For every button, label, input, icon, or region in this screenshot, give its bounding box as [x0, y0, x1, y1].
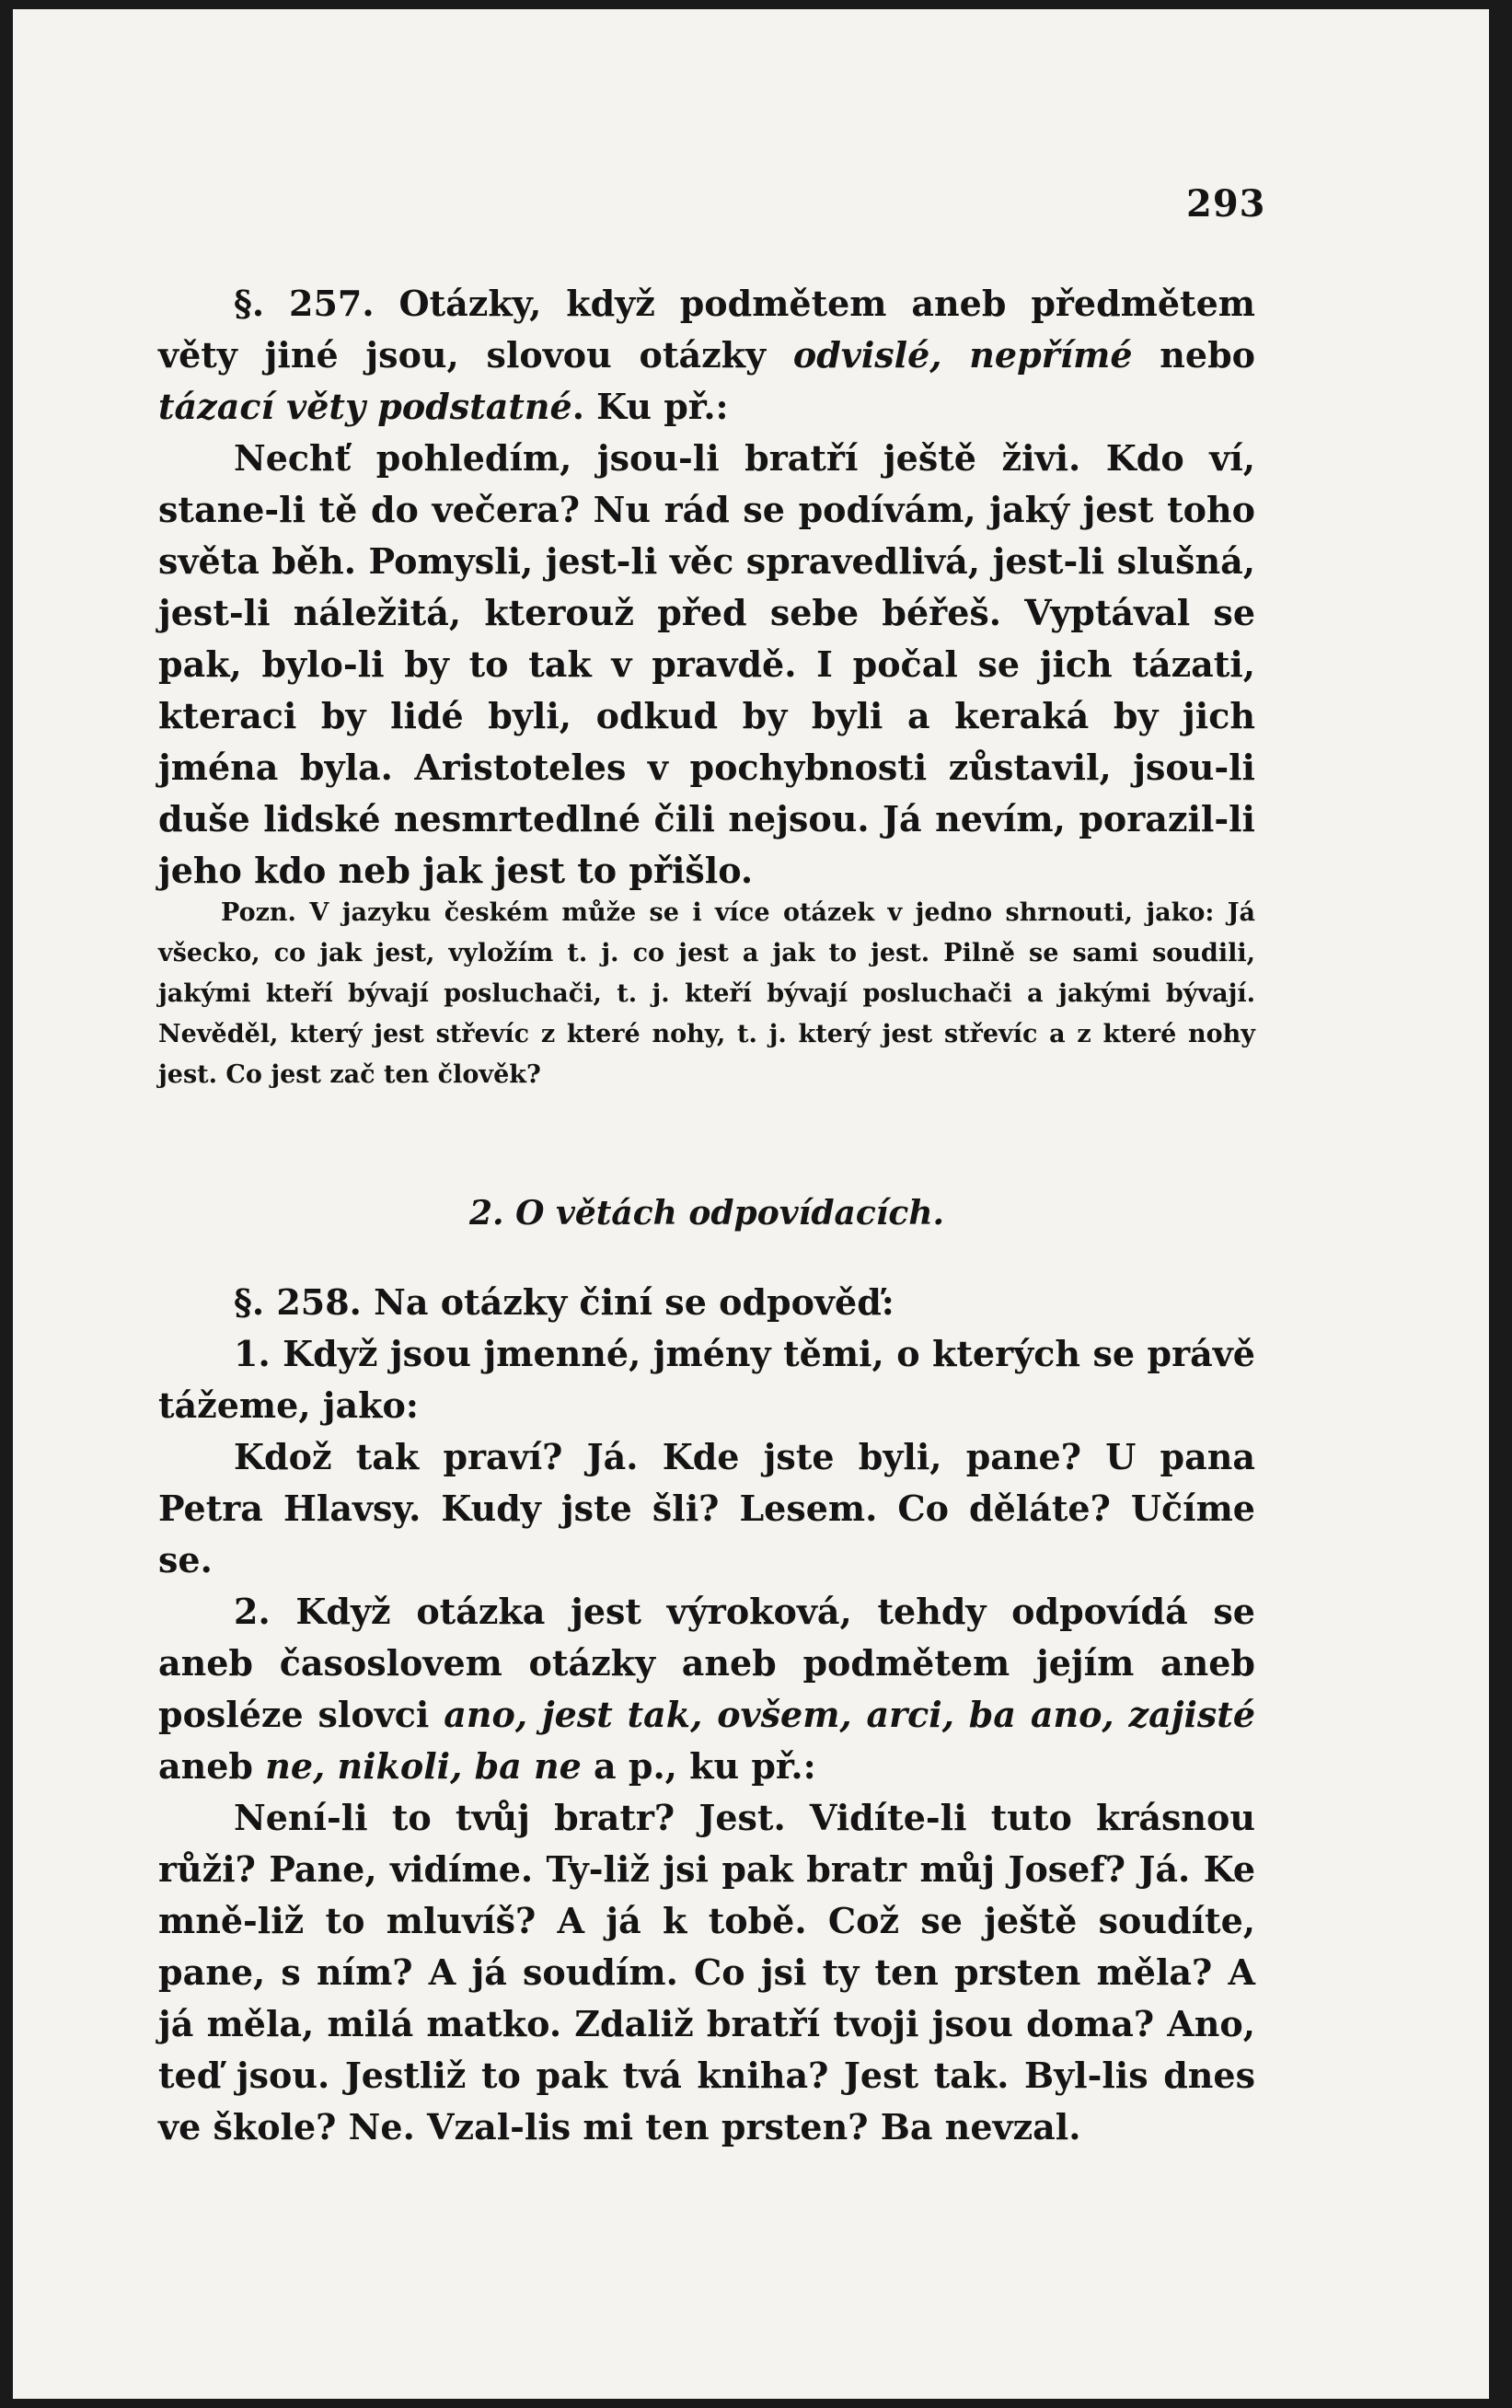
note-block: [158, 893, 1255, 1095]
section-257: [158, 278, 1255, 897]
note-text: Pozn. V jazyku českém může se i více otázek v jedno shrnouti, jako: Já všecko, co jak jest, vyložím t. j. co jest a jak to jest. Pilně se sami soudili, jakými kteří bývají posluchači, t. j. kteří bývají posluchači a jakými bývají. Nevěděl, který jest střevíc z které nohy, t. j. který jest střevíc a z které nohy jest. Co jest zač ten člověk?: [158, 898, 1255, 1089]
affirmative-words: ano, jest tak, ovšem, arci, ba ano, zajisté: [444, 1694, 1255, 1735]
section-258-point-1-examples: Kdož tak praví? Já. Kde jste byli, pane? U pana Petra Hlavsy. Kudy jste šli? Lesem. Co děláte? Učíme se.: [158, 1436, 1255, 1580]
section-258-point-2: 2. Když otázka jest výroková, tehdy odpovídá se aneb časoslovem otázky aneb podmětem jejím aneb posléze slovci ano, jest tak, ovšem, arci, ba ano, zajisté aneb ne, nikoli, ba ne a p., ku př.:: [158, 1591, 1255, 1787]
section-258: [158, 1277, 1255, 2153]
term-neprime: nepřímé: [969, 334, 1133, 376]
section-257-examples: Nechť pohledím, jsou-li bratří ještě živi. Kdo ví, stane-li tě do večera? Nu rád se podívám, jaký jest toho světa běh. Pomysli, jest-li věc spravedlivá, jest-li slušná, jest-li náležitá, kterouž před sebe béřeš. Vyptával se pak, bylo-li by to tak v pravdě. I počal se jich tázati, kteraci by lidé byli, odkud by byli a keraká by jich jména byla. Aristoteles v pochybnosti zůstavil, jsou-li duše lidské nesmrtedlné čili nejsou. Já nevím, porazil-li jeho kdo neb jak jest to přišlo.: [158, 437, 1255, 891]
negative-words: ne, nikoli, ba ne: [265, 1745, 582, 1787]
book-page: [13, 9, 1489, 2399]
section-258-intro: §. 258. Na otázky činí se odpověď:: [234, 1281, 895, 1323]
term-odvisle: odvislé,: [792, 334, 942, 376]
section-heading: 2. O větách odpovídacích.: [468, 1194, 945, 1233]
section-258-point-1: 1. Když jsou jmenné, jmény těmi, o kterých se právě tážeme, jako:: [158, 1333, 1255, 1426]
section-257-definition: §. 257. Otázky, když podmětem aneb předmětem věty jiné jsou, slovou otázky odvislé, nepřímé nebo tázací věty podstatné. Ku př.:: [158, 283, 1256, 427]
section-258-point-2-examples: Není-li to tvůj bratr? Jest. Vidíte-li tuto krásnou růži? Pane, vidíme. Ty-liž jsi pak bratr můj Josef? Já. Ke mně-liž to mluvíš? A já k tobě. Což se ještě soudíte, pane, s ním? A já soudím. Co jsi ty ten prsten měla? A já měla, milá matko. Zdaliž bratří tvoji jsou doma? Ano, teď jsou. Jestliž to pak tvá kniha? Jest tak. Byl-lis dnes ve škole? Ne. Vzal-lis mi ten prsten? Ba nevzal.: [158, 1797, 1255, 2148]
page-number: 293: [1186, 182, 1266, 226]
term-tazaci-vety: tázací věty podstatné: [158, 386, 572, 427]
